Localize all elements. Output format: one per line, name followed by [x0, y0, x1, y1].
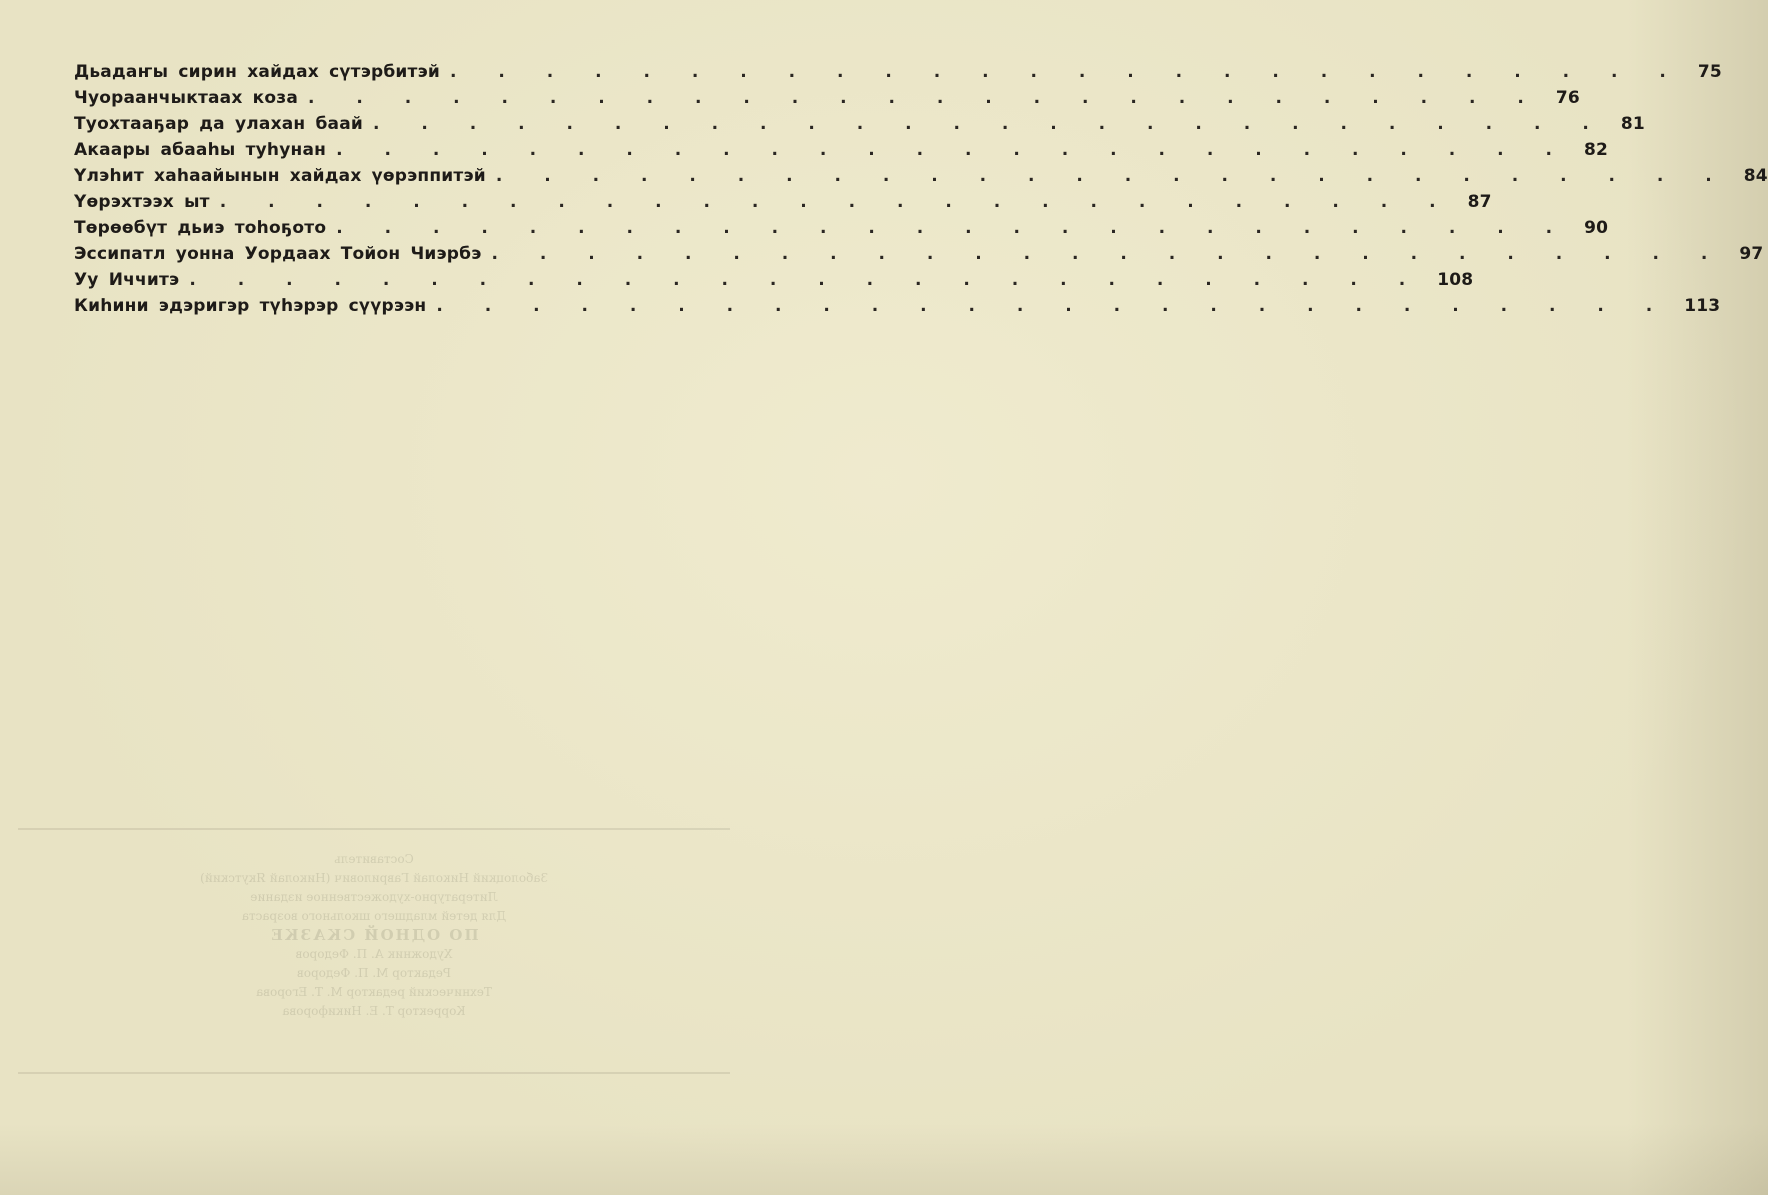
imprint-rule-bottom — [18, 1072, 730, 1074]
toc-entry-title: Төрөөбүт дьиэ тоһоҕото — [74, 218, 327, 238]
toc-entry — [74, 114, 1645, 140]
imprint-line: Редактор М. П. Федоров — [297, 966, 451, 980]
toc-entry — [74, 166, 1768, 192]
toc-entry-title: Үлэһит хаһаайынын хайдах үөрэппитэй — [74, 166, 486, 186]
toc-dot-leader: . . . . . . . . . . . . . . . . . . . . . . . . . . — [219, 192, 1454, 212]
toc-entry — [74, 218, 1609, 244]
imprint-line: Художник А. П. Федоров — [295, 947, 453, 961]
toc-dot-leader: . . . . . . . . . . . . . . . . . . . . . . . . . . — [495, 166, 1730, 186]
toc-page-number: 84 — [1743, 166, 1768, 186]
toc-entry — [74, 244, 1764, 270]
toc-dot-leader: . . . . . . . . . . . . . . . . . . . . . . . . . . — [449, 62, 1684, 82]
toc-entry-title: Акаары абааһы туһунан — [74, 140, 327, 160]
toc-entry-title: Эссипатл уонна Уордаах Тойон Чиэрбэ — [74, 244, 482, 264]
toc-dot-leader: . . . . . . . . . . . . . . . . . . . . . . . . . . — [189, 270, 1424, 290]
imprint-rule-top — [18, 828, 730, 830]
toc-dot-leader: . . . . . . . . . . . . . . . . . . . . . . . . . . — [336, 218, 1571, 238]
toc-page-number: 108 — [1437, 270, 1474, 290]
toc-dot-leader: . . . . . . . . . . . . . . . . . . . . . . . . . . — [373, 114, 1607, 134]
toc-entry-title: Дьадаҥы сирин хайдах сүтэрбитэй — [74, 62, 440, 82]
toc-page-number: 97 — [1739, 244, 1764, 264]
toc-page-number: 90 — [1584, 218, 1609, 238]
toc-dot-leader: . . . . . . . . . . . . . . . . . . . . . . . . . . — [436, 296, 1671, 316]
toc-page-number: 82 — [1583, 140, 1608, 160]
toc-page-number: 81 — [1620, 114, 1645, 134]
bleed-through-imprint — [18, 828, 730, 1074]
toc-page-number: 75 — [1697, 62, 1722, 82]
imprint-text — [18, 850, 730, 1021]
toc-entry-title: Үөрэхтээх ыт — [74, 192, 210, 212]
table-of-contents — [74, 62, 1768, 322]
imprint-line: Заболоцкий Николай Гаврилович (Николай Якутский) — [200, 871, 548, 885]
toc-page-number: 87 — [1467, 192, 1492, 212]
imprint-line: Технический редактор М. Т. Егорова — [256, 985, 492, 999]
toc-entry-title: Уу Иччитэ — [74, 270, 180, 290]
toc-entry — [74, 296, 1721, 322]
toc-entry — [74, 88, 1580, 114]
toc-entry — [74, 62, 1722, 88]
toc-dot-leader: . . . . . . . . . . . . . . . . . . . . . . . . . . — [308, 88, 1542, 108]
toc-entry-title: Киһини эдэригэр түһэрэр сүүрээн — [74, 296, 427, 316]
toc-dot-leader: . . . . . . . . . . . . . . . . . . . . . . . . . . — [336, 140, 1570, 160]
toc-dot-leader: . . . . . . . . . . . . . . . . . . . . . . . . . . — [491, 244, 1726, 264]
toc-entry — [74, 270, 1474, 296]
imprint-line: Составитель — [334, 852, 414, 866]
toc-entry — [74, 140, 1608, 166]
imprint-line: ПО ОДНОЙ СКАЗКЕ — [269, 926, 479, 944]
toc-entry-title: Туохтааҕар да улахан баай — [74, 114, 363, 134]
toc-entry — [74, 192, 1492, 218]
imprint-line: Для детей младшего школьного возраста — [241, 909, 507, 923]
toc-page-number: 113 — [1684, 296, 1721, 316]
toc-page-number: 76 — [1555, 88, 1580, 108]
imprint-line: Литературно-художественное издание — [250, 890, 498, 904]
imprint-line: Корректор Т. Е. Никифорова — [282, 1004, 466, 1018]
toc-entry-title: Чуораанчыктаах коза — [74, 88, 298, 108]
